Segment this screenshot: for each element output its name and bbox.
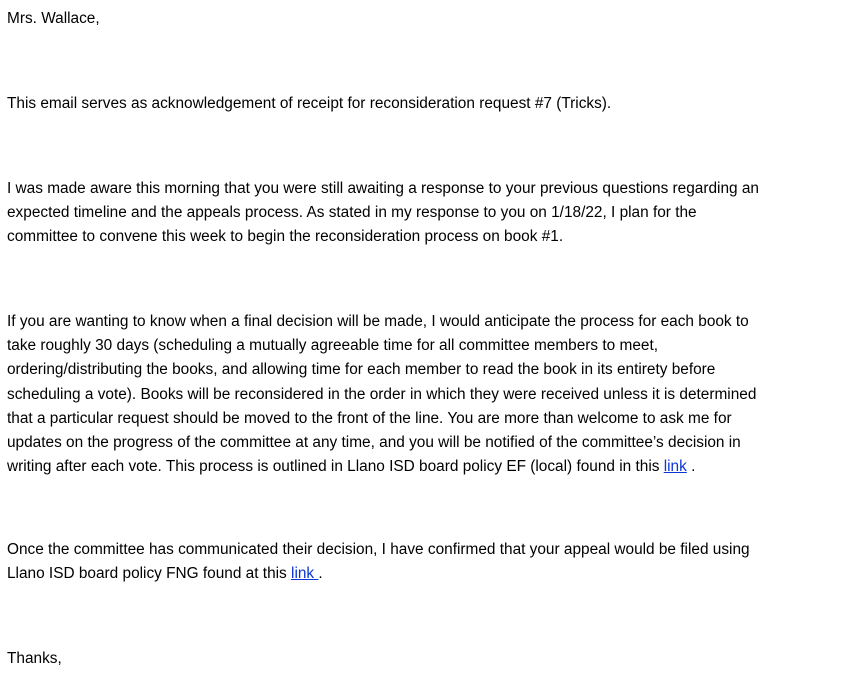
closing-text: Thanks, [7, 650, 62, 667]
policy-ef-link[interactable]: link [663, 458, 687, 476]
closing [7, 647, 852, 671]
greeting [7, 7, 852, 31]
policy-fng-link[interactable]: link [291, 565, 319, 583]
paragraph-appeal-line-2-text: Llano ISD board policy FNG found at this [7, 565, 292, 583]
paragraph-acknowledgement [7, 92, 852, 116]
paragraph-process-line-7-end: . [686, 458, 696, 476]
paragraph-appeal-line-1: Once the committee has communicated their decision, I have confirmed that your appeal would be filed using [7, 541, 750, 558]
paragraph-timeline-line-3: committee to convene this week to begin the reconsideration process on book #1. [7, 228, 564, 246]
paragraph-appeal [7, 538, 852, 586]
paragraph-process-line-7-text: writing after each vote. This process is outlined in Llano ISD board policy EF (local) found in this [7, 458, 664, 476]
paragraph-process-line-6: updates on the progress of the committee at any time, and you will be notified of the committee’s decision in [7, 434, 741, 452]
paragraph-appeal-line-2 [7, 562, 852, 586]
paragraph-timeline [7, 177, 852, 250]
paragraph-timeline-line-2: expected timeline and the appeals process. As stated in my response to you on 1/18/22, I plan for the [7, 204, 697, 222]
paragraph-timeline-line-1: I was made aware this morning that you were still awaiting a response to your previous questions regarding an [7, 180, 759, 197]
paragraph-acknowledgement-text: This email serves as acknowledgement of receipt for reconsideration request #7 (Tricks). [7, 95, 612, 112]
greeting-text: Mrs. Wallace, [7, 10, 100, 27]
paragraph-process-line-4: scheduling a vote). Books will be reconsidered in the order in which they were received unless it is determined [7, 385, 757, 403]
paragraph-process-line-1: If you are wanting to know when a final decision will be made, I would anticipate the process for each book to [7, 313, 749, 330]
paragraph-process-line-2: take roughly 30 days (scheduling a mutually agreeable time for all committee members to meet, [7, 337, 658, 355]
paragraph-process [7, 310, 852, 479]
paragraph-process-line-3: ordering/distributing the books, and allowing time for each member to read the book in its entirety before [7, 361, 716, 379]
paragraph-process-line-7 [7, 455, 852, 479]
paragraph-process-line-5: that a particular request should be moved to the front of the line. You are more than welcome to ask me for [7, 409, 732, 427]
paragraph-appeal-line-2-end: . [318, 565, 323, 583]
